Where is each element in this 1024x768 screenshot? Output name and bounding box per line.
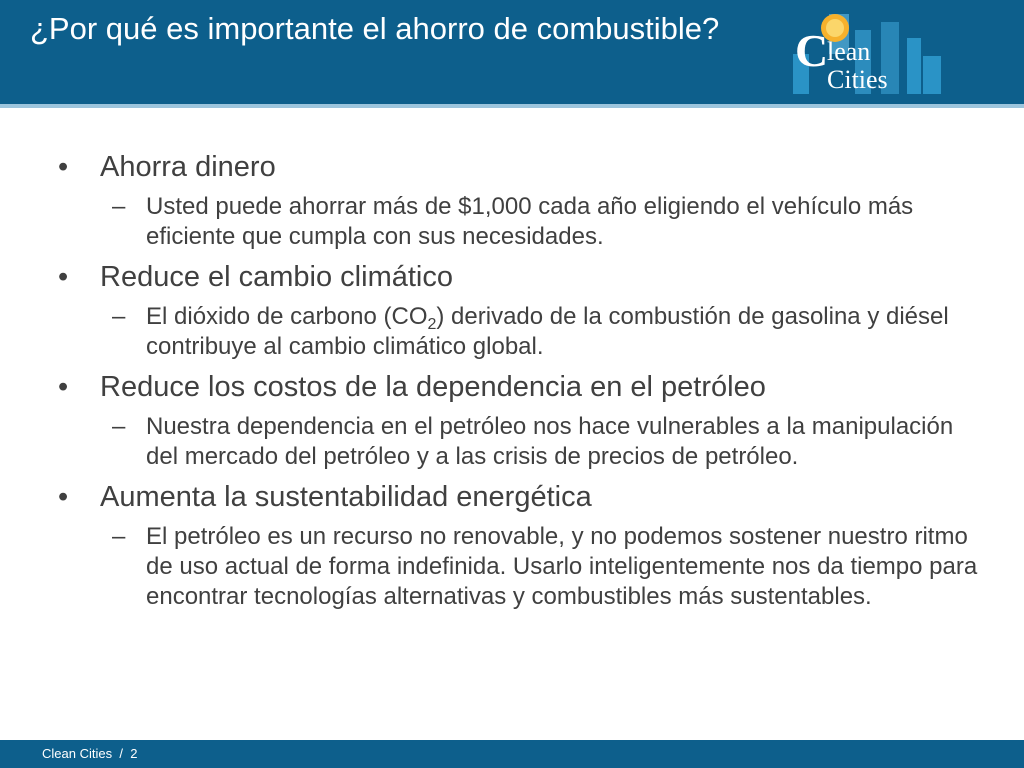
bullet-item: • Reduce los costos de la dependencia en el petróleo: [58, 371, 766, 403]
co2-subscript: 2: [427, 316, 437, 333]
header-divider: [0, 104, 1024, 108]
footer-separator: /: [119, 746, 123, 761]
bullet-dot: •: [58, 481, 69, 513]
dash-marker: –: [112, 413, 126, 440]
bullet-item: • Reduce el cambio climático: [58, 261, 453, 293]
footer-text: [42, 746, 137, 761]
slide-body: [58, 148, 978, 620]
bullet-item: • Ahorra dinero: [58, 151, 276, 183]
page-number: 2: [130, 746, 138, 761]
svg-text:Cities: Cities: [827, 65, 888, 94]
sub-bullet-item: – El dióxido de carbono $(CO_2)$ derivado de la combustión de gasolina y diésel contribuye al cambio climático global.: [112, 303, 949, 360]
footer-org: Clean Cities: [42, 746, 113, 761]
svg-text:C: C: [795, 25, 829, 76]
dash-marker: –: [112, 193, 126, 220]
bullet-dot: •: [58, 151, 69, 183]
sub-bullet-item: – Nuestra dependencia en el petróleo nos hace vulnerables a la manipulación del mercado del petróleo y a las crisis de precios de petróleo.: [112, 413, 954, 470]
sub-bullet-item: – Usted puede ahorrar más de $1,000 cada año eligiendo el vehículo más eficiente que cumpla con sus necesidades.: [112, 193, 914, 250]
slide-header: [0, 0, 1024, 104]
bullet-item: • Aumenta la sustentabilidad energética: [58, 481, 592, 513]
clean-cities-logo: [785, 8, 945, 100]
sub-bullet-item: – El petróleo es un recurso no renovable, y no podemos sostener nuestro ritmo de uso actual de forma indefinida. Usarlo inteligentemente nos da tiempo para encontrar tecnologías alternativas y combustibles más sustentables.: [112, 523, 978, 610]
bullet-dot: •: [58, 371, 69, 403]
slide-title: ¿Por qué es importante el ahorro de combustible?: [30, 11, 720, 46]
svg-text:lean: lean: [827, 37, 871, 66]
dash-marker: –: [112, 303, 126, 330]
bullet-dot: •: [58, 261, 69, 293]
slide-footer: [0, 740, 1024, 768]
dash-marker: –: [112, 523, 126, 550]
